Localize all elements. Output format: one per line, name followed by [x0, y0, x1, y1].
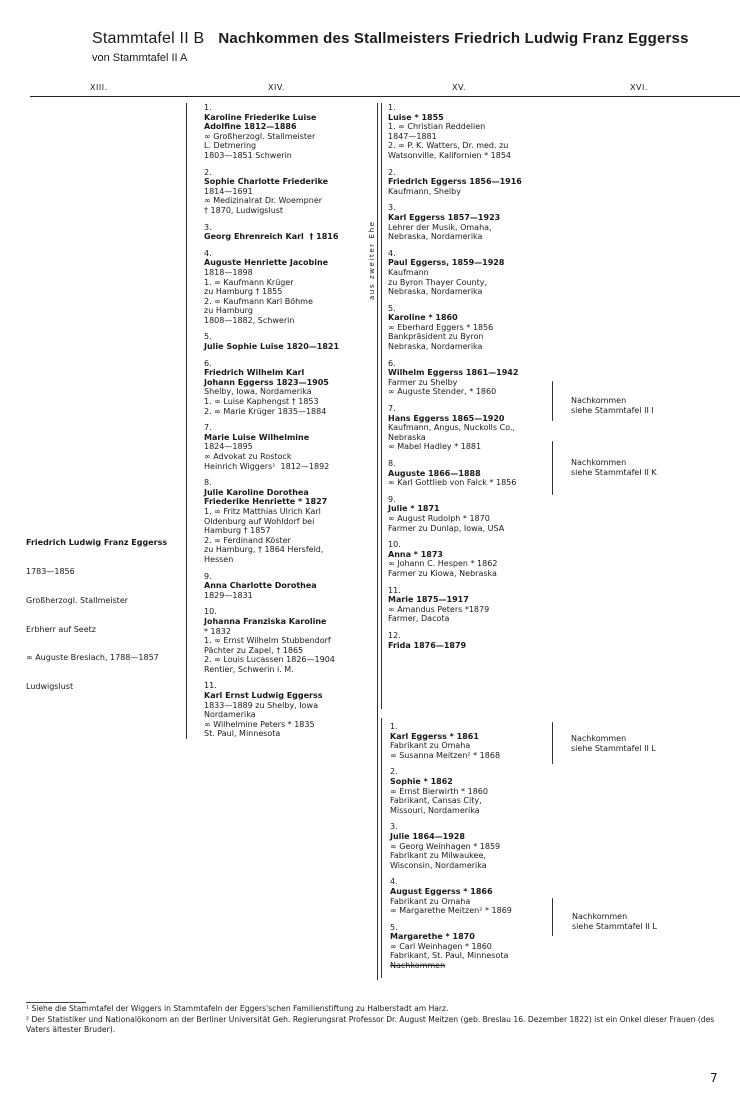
- entry-number: 7.: [204, 423, 212, 433]
- person-detail: Pächter zu Zapel, † 1865: [204, 645, 304, 655]
- ref-note: [571, 734, 656, 753]
- person-detail: Kaufmann, Shelby: [388, 186, 461, 196]
- person-detail: 2. ∞ Louis Lucassen 1826—1904: [204, 655, 335, 665]
- person-detail: L. Detmering: [204, 141, 257, 151]
- person-detail: ∞ Georg Weinhagen * 1859: [390, 841, 501, 851]
- person-detail: Johann Eggerss 1823—1905: [204, 377, 329, 387]
- person-name: Julie * 1871: [388, 504, 440, 514]
- person-detail: ∞ Advokat zu Rostock: [204, 452, 292, 461]
- person-detail: 1824—1895: [204, 442, 253, 452]
- root-name: Friedrich Ludwig Franz Eggerss: [26, 538, 168, 548]
- person-detail: Wisconsin, Nordamerika: [390, 860, 487, 870]
- entry-number: 7.: [388, 404, 396, 414]
- person-detail: Nebraska, Nordamerika: [388, 287, 483, 297]
- person-name: Luise * 1855: [388, 112, 444, 122]
- person-entry: [390, 822, 512, 870]
- person-entry: [388, 631, 522, 650]
- column-header-14: XIV.: [268, 83, 285, 92]
- person-detail: zu Byron Thayer County,: [388, 277, 488, 287]
- root-line: Erbherr auf Seetz: [26, 624, 96, 634]
- person-detail: Fabrikant zu Omaha: [390, 896, 471, 906]
- entry-number: 5.: [204, 332, 212, 342]
- person-detail: ∞ Susanna Meitzen² * 1868: [390, 750, 501, 760]
- entry-number: 10.: [388, 540, 401, 550]
- entry-number: 9.: [388, 494, 396, 504]
- person-entry: [388, 586, 522, 624]
- page-title: [92, 30, 689, 48]
- entry-number: 1.: [388, 103, 396, 112]
- person-detail: Shelby, Iowa, Nordamerika: [204, 387, 312, 397]
- person-entry: [204, 572, 339, 601]
- person-entry: [204, 249, 339, 326]
- person-entry: [388, 103, 522, 161]
- person-detail: ∞ Ernst Bierwirth * 1860: [390, 786, 488, 796]
- entry-number: 3.: [390, 822, 398, 832]
- ref-line: siehe Stammtafel II L: [572, 921, 657, 931]
- root-line: 1783—1856: [26, 566, 75, 576]
- entry-number: 2.: [388, 167, 396, 177]
- person-name: Wilhelm Eggerss 1861—1942: [388, 368, 519, 378]
- person-detail: 1814—1691: [204, 186, 253, 196]
- person-detail: Friederike Henriette * 1827: [204, 497, 328, 507]
- root-line: Ludwigslust: [26, 682, 74, 692]
- grandchildren-a-list: [388, 103, 522, 657]
- entry-number: 11.: [204, 681, 217, 691]
- person-detail: Fabrikant zu Omaha: [390, 741, 471, 751]
- grandchildren-a-brace: [381, 103, 382, 709]
- ref-line: Nachkommen: [572, 912, 628, 921]
- person-entry: [388, 249, 522, 297]
- children-brace: [186, 103, 187, 739]
- entry-number: 11.: [388, 585, 401, 595]
- entry-number: 2.: [390, 767, 398, 777]
- ref-note: [572, 912, 657, 931]
- entry-number: 2.: [204, 167, 212, 177]
- person-name: Julie Sophie Luise 1820—1821: [204, 342, 340, 352]
- person-detail: ∞ August Rudolph * 1870: [388, 513, 490, 523]
- person-entry: [204, 223, 339, 242]
- person-detail: Kaufmann, Angus, Nuckolls Co.,: [388, 423, 516, 433]
- header-rule: [30, 96, 740, 97]
- person-detail: ∞ Karl Gottlieb von Falck * 1856: [388, 478, 517, 488]
- person-name: Margarethe * 1870: [390, 932, 475, 942]
- person-detail: Fabrikant, St. Paul, Minnesota: [390, 951, 509, 961]
- person-name: Anna * 1873: [388, 549, 443, 559]
- person-detail: 1. ∞ Ernst Wilhelm Stubbendorf: [204, 636, 331, 646]
- person-name: Auguste Henriette Jacobine: [204, 258, 329, 268]
- entry-number: 6.: [204, 358, 212, 368]
- person-detail: Rentier, Schwerin i. M.: [204, 664, 294, 674]
- root-line: ∞ Auguste Breslach, 1788—1857: [26, 653, 159, 663]
- footnotes: [26, 1004, 716, 1036]
- entry-number: 4.: [388, 248, 396, 258]
- person-name: August Eggerss * 1866: [390, 886, 493, 896]
- person-name: Auguste 1866—1888: [388, 468, 481, 478]
- ref-line: siehe Stammtafel II I: [571, 405, 654, 415]
- person-detail: * 1832: [204, 626, 231, 636]
- person-detail: zu Hamburg: [204, 306, 253, 316]
- person-detail: 2. ∞ Marie Krüger 1835—1884: [204, 406, 327, 416]
- title-table-id: Stammtafel II B: [92, 30, 205, 47]
- entry-number: 1.: [204, 103, 212, 112]
- ref-line: Nachkommen: [571, 734, 627, 743]
- person-detail: 1847—1881: [388, 131, 437, 141]
- person-entry: [388, 168, 522, 197]
- person-detail: Hessen: [204, 554, 234, 564]
- ref-note: [571, 396, 654, 415]
- ref-line: siehe Stammtafel II K: [571, 467, 657, 477]
- person-detail: zu Hamburg † 1855: [204, 287, 283, 297]
- person-detail: ∞ Amandus Peters *1879: [388, 604, 490, 614]
- person-detail: Nebraska: [388, 432, 426, 442]
- person-detail: 1. ∞ Christian Reddelien: [388, 122, 486, 132]
- grandchildren-b-list: [390, 722, 512, 978]
- entry-number: 3.: [204, 222, 212, 232]
- person-detail: zu Hamburg, † 1864 Hersfeld,: [204, 545, 324, 555]
- person-entry: [204, 681, 339, 739]
- ref-brace: [552, 381, 553, 421]
- person-name: Marie Luise Wilhelmine: [204, 432, 310, 442]
- footnote-rule: [26, 1002, 86, 1003]
- title-description: Nachkommen des Stallmeisters Friedrich Ludwig Franz Eggerss: [218, 30, 689, 47]
- person-name: Julie Karoline Dorothea: [204, 487, 309, 497]
- person-name: Sophie * 1862: [390, 776, 453, 786]
- person-name: Friedrich Eggerss 1856—1916: [388, 177, 522, 187]
- person-name: Sophie Charlotte Friederike: [204, 177, 329, 187]
- person-name: Karoline * 1860: [388, 313, 458, 323]
- person-detail: ∞ Medizinalrat Dr. Woempner: [204, 196, 323, 206]
- person-name: Georg Ehrenreich Karl † 1816: [204, 232, 339, 242]
- person-detail: Fabrikant, Cansas City,: [390, 796, 482, 806]
- person-detail: Nebraska, Nordamerika: [388, 232, 483, 242]
- person-name: Karl Eggerss 1857—1923: [388, 212, 501, 222]
- ref-brace: [552, 898, 553, 936]
- person-entry: [204, 478, 339, 564]
- entry-number: 3.: [388, 203, 396, 213]
- person-detail: Bankpräsident zu Byron: [388, 332, 484, 342]
- ref-note: [571, 458, 657, 477]
- person-detail: † 1870, Ludwigslust: [204, 205, 284, 215]
- root-line: Großherzogl. Stallmeister: [26, 595, 129, 605]
- person-detail: 1. ∞ Kaufmann Krüger: [204, 277, 294, 287]
- person-name: Anna Charlotte Dorothea: [204, 581, 317, 591]
- person-detail: Farmer, Dacota: [388, 614, 450, 624]
- person-name: Marie 1875—1917: [388, 595, 469, 605]
- person-detail: Nachkommen: [390, 961, 446, 971]
- entry-number: 4.: [390, 877, 398, 887]
- column-header-15: XV.: [452, 83, 466, 92]
- person-detail: 2. ∞ Ferdinand Köster: [204, 535, 291, 545]
- person-detail: 2. ∞ Kaufmann Karl Böhme: [204, 296, 313, 306]
- person-detail: ∞ Carl Weinhagen * 1860: [390, 941, 492, 951]
- person-detail: 1803—1851 Schwerin: [204, 150, 292, 160]
- generation-divider: [377, 103, 378, 980]
- person-entry: [204, 103, 339, 161]
- person-detail: Nebraska, Nordamerika: [388, 342, 483, 352]
- person-entry: [388, 540, 522, 578]
- entry-number: 9.: [204, 571, 212, 581]
- page-number: 7: [710, 1071, 718, 1085]
- person-detail: 1. ∞ Luise Kaphengst † 1853: [204, 397, 319, 407]
- person-detail: ∞ Großherzogl. Stallmeister: [204, 131, 316, 141]
- entry-number: 6.: [388, 358, 396, 368]
- grandchildren-b-brace: [381, 718, 382, 978]
- ref-line: Nachkommen: [571, 458, 627, 467]
- person-detail: Hamburg † 1857: [204, 526, 271, 536]
- ref-line: siehe Stammtafel II L: [571, 743, 656, 753]
- person-entry: [204, 168, 339, 216]
- person-entry: [204, 423, 339, 471]
- entry-number: 5.: [390, 922, 398, 932]
- footnote-1: ¹ Siehe die Stammtafel der Wiggers in Stammtafeln der Eggers'schen Familienstiftung zu Halberstadt am Harz.: [26, 1004, 449, 1013]
- entry-number: 8.: [204, 478, 212, 488]
- ref-brace: [552, 441, 553, 495]
- person-detail: Farmer zu Kiowa, Nebraska: [388, 568, 497, 578]
- person-detail: Farmer zu Shelby: [388, 377, 458, 387]
- person-detail: Nordamerika: [204, 710, 256, 720]
- person-detail: 2. ∞ P. K. Watters, Dr. med. zu: [388, 141, 509, 151]
- person-detail: Kaufmann: [388, 267, 429, 277]
- person-name: Karl Eggerss * 1861: [390, 731, 479, 741]
- person-name: Karl Ernst Ludwig Eggerss: [204, 691, 323, 701]
- person-entry: [390, 722, 512, 760]
- person-entry: [204, 332, 339, 351]
- person-entry: [204, 607, 339, 674]
- page-subtitle: von Stammtafel II A: [92, 52, 188, 64]
- person-detail: 1818—1898: [204, 267, 253, 277]
- entry-number: 1.: [390, 722, 398, 731]
- person-entry: [390, 923, 512, 971]
- person-entry: [390, 767, 512, 815]
- ref-brace: [552, 722, 553, 764]
- person-detail: ∞ Johann C. Hespen * 1862: [388, 559, 498, 569]
- person-name: Frida 1876—1879: [388, 640, 467, 650]
- person-detail: ∞ Wilhelmine Peters * 1835: [204, 719, 315, 729]
- person-name: Hans Eggerss 1865—1920: [388, 413, 505, 423]
- person-entry: [388, 495, 522, 533]
- person-detail: ∞ Mabel Hadley * 1881: [388, 442, 482, 452]
- person-entry: [388, 359, 522, 397]
- footnote-2: ² Der Statistiker und Nationalökonom an der Berliner Universität Geh. Regierungsrat Professor Dr. August Meitzen (geb. Breslau 16. Dezember 1822) ist ein Onkel dieser Frauen (des Vaters ältester Bruder).: [26, 1014, 715, 1034]
- person-detail: Watsonville, Kalifornien * 1854: [388, 150, 512, 160]
- person-name: Julie 1864—1928: [390, 831, 465, 841]
- column-header-13: XIII.: [90, 83, 108, 92]
- entry-number: 8.: [388, 459, 396, 468]
- person-detail: ∞ Margarethe Meitzen² * 1869: [390, 906, 512, 916]
- person-detail: 1. ∞ Fritz Matthias Ulrich Karl: [204, 506, 321, 516]
- person-entry: [388, 459, 522, 488]
- person-detail: Oldenburg auf Wohldorf bei: [204, 516, 315, 526]
- person-detail: Lehrer der Musik, Omaha,: [388, 222, 492, 232]
- person-detail: Farmer zu Dunlap, Iowa, USA: [388, 523, 505, 533]
- person-detail: 1833—1889 zu Shelby, Iowa: [204, 700, 318, 710]
- person-detail: ∞ Eberhard Eggers * 1856: [388, 322, 494, 332]
- column-header-16: XVI.: [630, 83, 648, 92]
- person-name: Paul Eggerss, 1859—1928: [388, 258, 505, 268]
- children-list: [204, 103, 339, 746]
- entry-number: 12.: [388, 630, 401, 640]
- person-entry: [388, 404, 522, 452]
- person-detail: Heinrich Wiggers¹ 1812—1892: [204, 461, 330, 471]
- person-entry: [204, 359, 339, 417]
- person-detail: St. Paul, Minnesota: [204, 729, 281, 739]
- person-entry: [388, 304, 522, 352]
- person-detail: 1808—1882, Schwerin: [204, 315, 295, 325]
- root-person: [26, 519, 167, 701]
- person-name: Karoline Friederike Luise: [204, 112, 317, 122]
- person-name: Friedrich Wilhelm Karl: [204, 368, 305, 378]
- person-entry: [390, 877, 512, 915]
- person-detail: Adolfine 1812—1886: [204, 122, 297, 132]
- marriage-label: aus zweiter Ehe: [368, 220, 376, 300]
- ref-line: Nachkommen: [571, 396, 627, 405]
- person-detail: ∞ Auguste Stender, * 1860: [388, 387, 497, 397]
- person-detail: Missouri, Nordamerika: [390, 805, 480, 815]
- person-detail: 1829—1831: [204, 590, 253, 600]
- entry-number: 10.: [204, 607, 217, 617]
- person-name: Johanna Franziska Karoline: [204, 616, 327, 626]
- person-entry: [388, 203, 522, 241]
- entry-number: 4.: [204, 248, 212, 258]
- person-detail: Fabrikant zu Milwaukee,: [390, 851, 486, 861]
- entry-number: 5.: [388, 303, 396, 313]
